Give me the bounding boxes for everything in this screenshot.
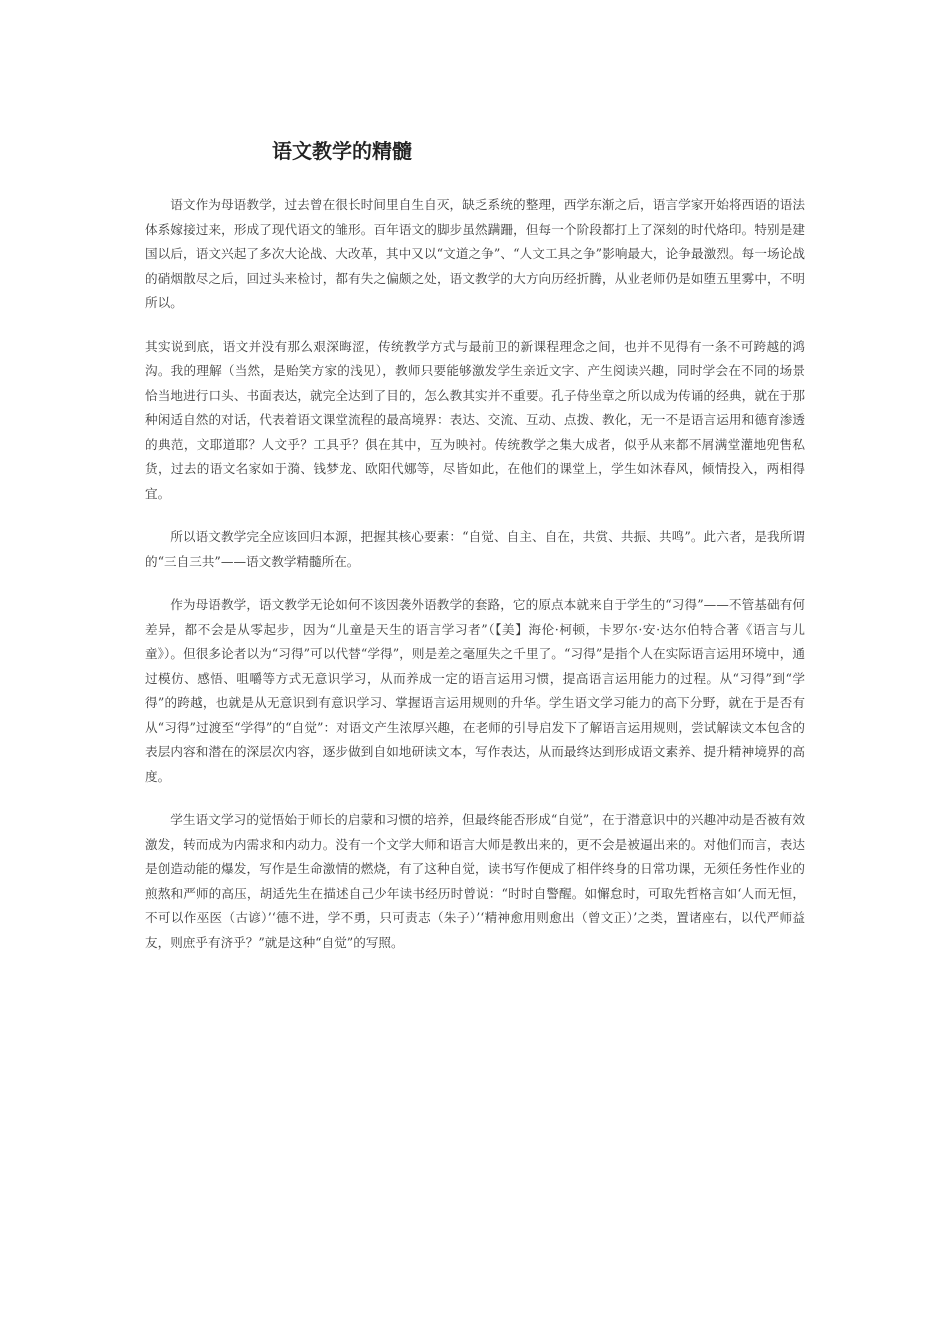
document-title: 语文教学的精髓 (272, 139, 412, 163)
paragraph-2: 其实说到底，语文并没有那么艰深晦涩，传统教学方式与最前卫的新课程理念之间，也并不见得有一条不可跨越的鸿沟。我的理解（当然，是贻笑方家的浅见），教师只要能够激发学生亲近文字、产生阅读兴趣，同时学会在不同的场景恰当地进行口头、书面表达，就完全达到了目的，怎么教其实并不重要。孔子侍坐章之所以成为传诵的经典，就在于那种闲适自然的对话，代表着语文课堂流程的最高境界：表达、交流、互动、点拨、教化，无一不是语言运用和德育渗透的典范，文耶道耶？人文乎？工具乎？俱在其中，互为映衬。传统教学之集大成者，似乎从来都不屑满堂灌地兜售私货，过去的语文名家如于漪、钱梦龙、欧阳代娜等，尽皆如此，在他们的课堂上，学生如沐春风，倾情投入，两相得宜。 (145, 338, 805, 501)
paragraph-5: 学生语文学习的觉悟始于师长的启蒙和习惯的培养，但最终能否形成“自觉”，在于潜意识中的兴趣冲动是否被有效激发，转而成为内需求和内动力。没有一个文学大师和语言大师是教出来的，更不会是被逼出来的。对他们而言，表达是创造动能的爆发，写作是生命激情的燃烧，有了这种自觉，读书写作便成了相伴终身的日常功课，无须任务性作业的煎熬和严师的高压，胡适先生在描述自己少年读书经历时曾说：“时时自警醒。如懈怠时，可取先哲格言如‘人而无恒，不可以作巫医（古谚）’‘德不进，学不勇，只可责志（朱子）’‘精神愈用则愈出（曾文正）’之类，置诸座右，以代严师益友，则庶乎有济乎？”就是这种“自觉”的写照。 (145, 812, 805, 950)
paragraph-1: 语文作为母语教学，过去曾在很长时间里自生自灭，缺乏系统的整理，西学东渐之后，语言学家开始将西语的语法体系嫁接过来，形成了现代语文的雏形。百年语文的脚步虽然蹒跚，但每一个阶段都打上了深刻的时代烙印。特别是建国以后，语文兴起了多次大论战、大改革，其中又以“文道之争”、“人文工具之争”影响最大，论争最激烈。每一场论战的硝烟散尽之后，回过头来检讨，都有失之偏颇之处，语文教学的大方向历经折腾，从业老师仍是如堕五里雾中，不明所以。 (145, 197, 805, 310)
paragraph-4: 作为母语教学，语文教学无论如何不该因袭外语教学的套路，它的原点本就来自于学生的“习得”——不管基础有何差异，都不会是从零起步，因为“儿童是天生的语言学习者”（【美】海伦·柯顿，卡罗尔·安·达尔伯特合著《语言与儿童》）。但很多论者以为“习得”可以代替“学得”，则是差之毫厘失之千里了。“习得”是指个人在实际语言运用环境中，通过模仿、感悟、咀嚼等方式无意识学习，从而养成一定的语言运用习惯，提高语言运用能力的过程。从“习得”到“学得”的跨越，也就是从无意识到有意识学习、掌握语言运用规则的升华。学生语文学习能力的高下分野，就在于是否有从“习得”过渡至“学得”的“自觉”：对语文产生浓厚兴趣，在老师的引导启发下了解语言运用规则，尝试解读文本包含的表层内容和潜在的深层次内容，逐步做到自如地研读文本，写作表达，从而最终达到形成语文素养、提升精神境界的高度。 (145, 597, 805, 784)
paragraph-3: 所以语文教学完全应该回归本源，把握其核心要素：“自觉、自主、自在，共赏、共振、共鸣”。此六者，是我所谓的“三自三共”——语文教学精髓所在。 (145, 529, 805, 569)
document-body (145, 193, 805, 974)
